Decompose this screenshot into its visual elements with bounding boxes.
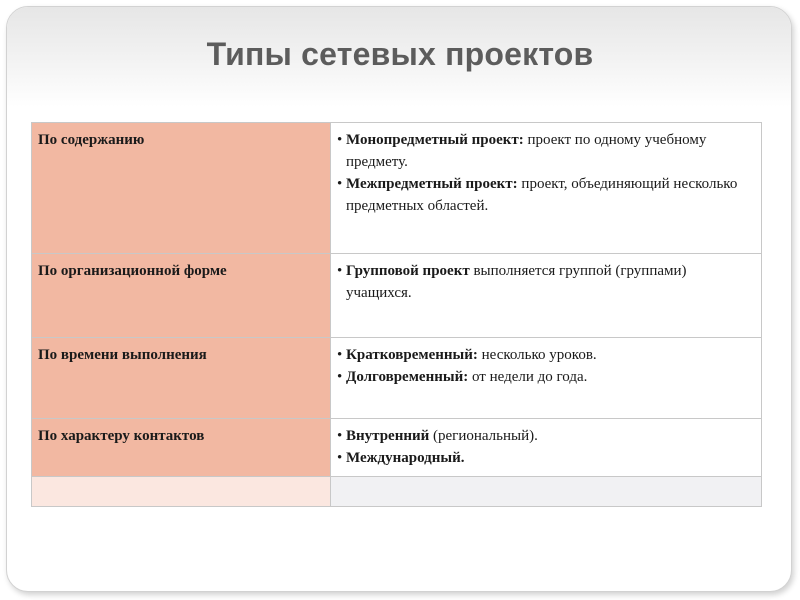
bullet: • [337,132,343,148]
list-item [337,366,755,388]
table-row [32,419,762,477]
description-list [337,260,755,304]
description-list [337,344,755,388]
slide-title: Типы сетевых проектов [206,36,594,72]
item-term: Монопредметный проект: [346,132,524,148]
category-cell: По времени выполнения [32,338,331,419]
category-cell: По организационной форме [32,254,331,338]
bullet: • [337,176,343,192]
description-cell [331,419,762,477]
bullet: • [337,450,343,466]
list-item [337,447,755,469]
description-list [337,425,755,469]
item-term: Групповой проект [346,263,470,279]
description-cell [331,338,762,419]
item-term: Межпредметный проект: [346,176,518,192]
category-cell: По содержанию [32,123,331,254]
empty-cell [331,477,762,507]
item-term: Международный. [346,450,465,466]
item-term: Внутренний [346,428,430,444]
item-text: выполняется группой (группами) учащихся. [346,263,687,301]
list-item [337,129,755,173]
item-text: (региональный). [429,428,538,444]
category-cell: По характеру контактов [32,419,331,477]
description-cell [331,254,762,338]
bullet: • [337,369,343,385]
item-text: проект по одному учебному предмету. [346,132,707,170]
item-text: несколько уроков. [477,347,597,363]
item-text: проект, объединяющий несколько предметных областей. [346,176,738,214]
item-term: Кратковременный: [346,347,478,363]
item-term: Долговременный: [346,369,469,385]
project-types-table [31,122,762,507]
bullet: • [337,347,343,363]
empty-cell [32,477,331,507]
list-item [337,344,755,366]
empty-table-row [32,477,762,507]
list-item [337,260,755,304]
bullet: • [337,428,343,444]
item-text: от недели до года. [468,369,588,385]
description-cell [331,123,762,254]
list-item [337,425,755,447]
table-row [32,254,762,338]
list-item [337,173,755,217]
description-list [337,129,755,217]
table-row [32,123,762,254]
bullet: • [337,263,343,279]
table-row [32,338,762,419]
